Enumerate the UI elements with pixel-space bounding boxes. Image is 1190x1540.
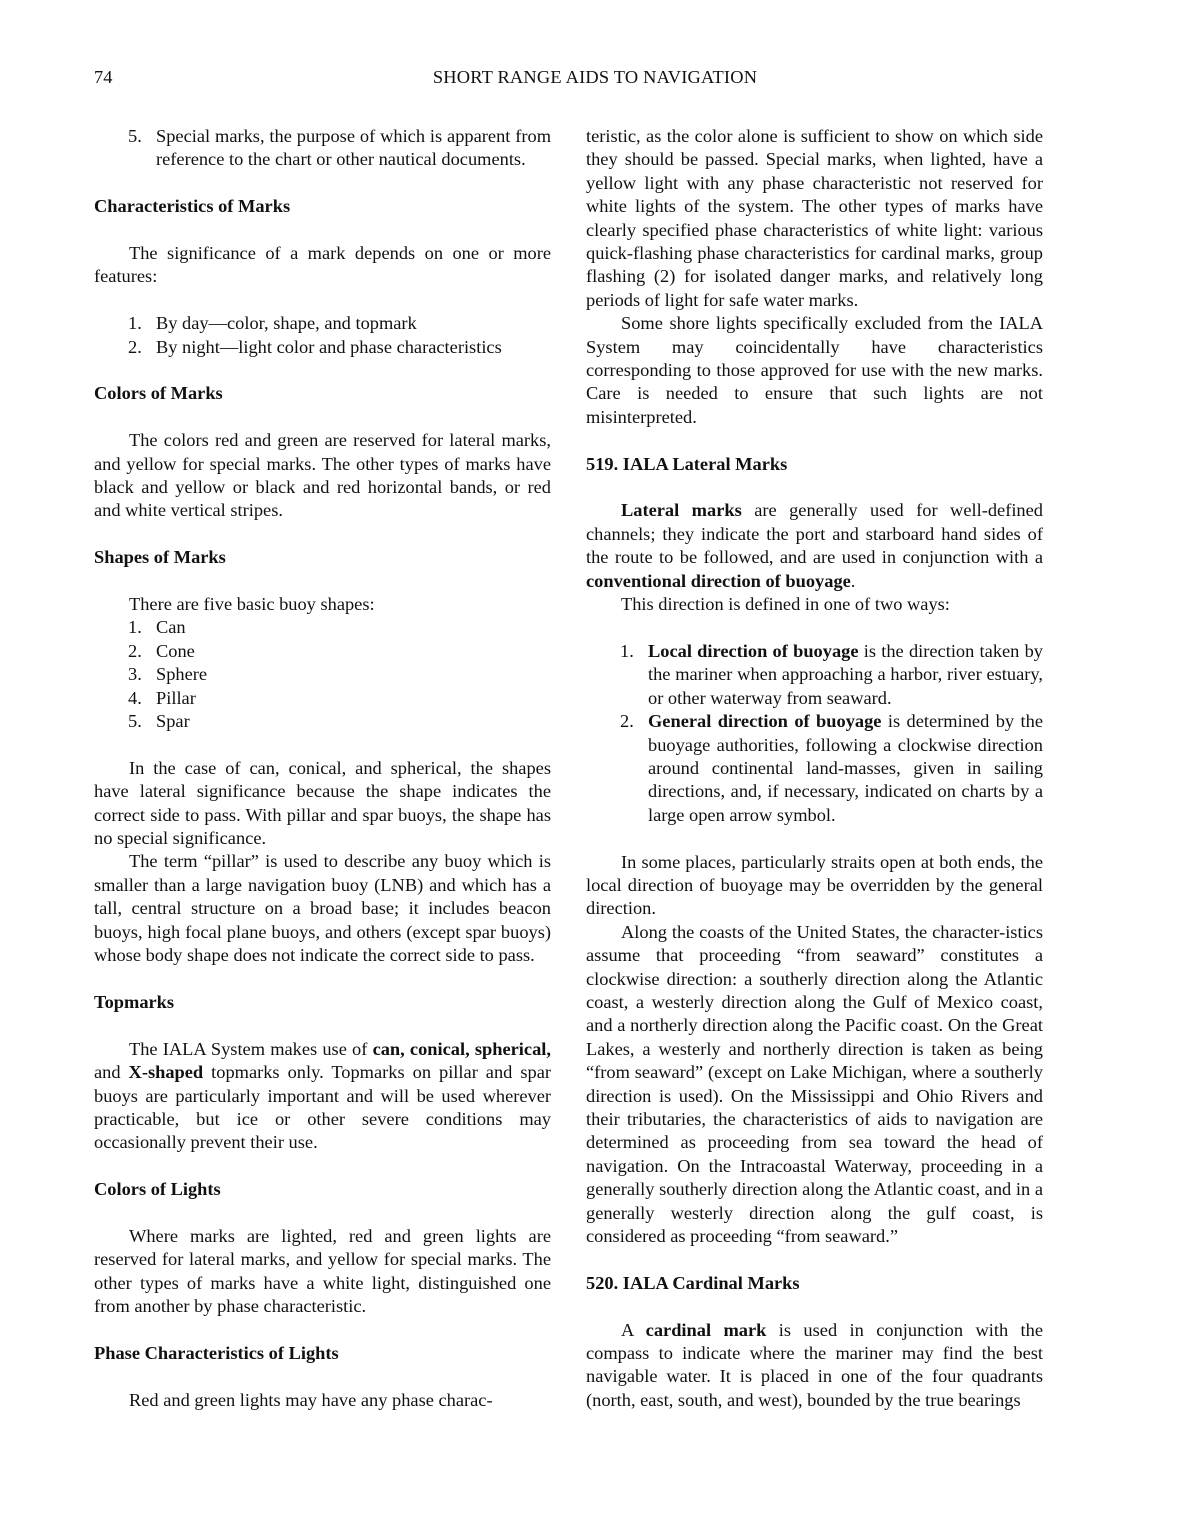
- paragraph: This direction is defined in one of two ways:: [621, 594, 950, 615]
- heading-characteristics-of-marks: Characteristics of Marks: [94, 196, 291, 217]
- paragraph-lateral-marks: Lateral marks are generally used for well-defined channels; they indicate the port and starboard hand sides of the route to be followed, and are used in conjunction with a conventional direction of buoyage.: [586, 500, 1043, 591]
- heading-iala-cardinal-marks: 520. IALA Cardinal Marks: [586, 1272, 800, 1293]
- left-column: [94, 125, 551, 1412]
- heading-topmarks: Topmarks: [94, 991, 175, 1012]
- paragraph: In the case of can, conical, and spherical, the shapes have lateral significance because the shape indicates the correct side to pass. With pillar and spar buoys, the shape has no special significance.: [94, 757, 551, 849]
- paragraph: The colors red and green are reserved for lateral marks, and yellow for special marks. The other types of marks have black and yellow or black and red horizontal bands, or red and white vertical stripes.: [94, 430, 551, 521]
- features-list: [94, 312, 551, 359]
- heading-phase-characteristics: Phase Characteristics of Lights: [94, 1342, 339, 1363]
- paragraph: There are five basic buoy shapes:: [129, 594, 375, 615]
- right-column: [586, 125, 1043, 1412]
- page-number: 74: [94, 67, 113, 87]
- list-item: 2. General direction of buoyage is determined by the buoyage authorities, following a clockwise direction around continental land-masses, given in sailing directions, and, if necessary, indicated on charts by a large open arrow symbol.: [620, 711, 1043, 825]
- heading-colors-of-marks: Colors of Marks: [94, 383, 223, 404]
- paragraph: The significance of a mark depends on one or more features:: [94, 243, 551, 287]
- list-item: 4. Pillar: [128, 687, 196, 708]
- shapes-list: [94, 616, 551, 733]
- paragraph: Red and green lights may have any phase charac-: [129, 1389, 493, 1410]
- paragraph: Some shore lights specifically excluded from the IALA System may coincidentally have characteristics corresponding to those approved for use with the new marks. Care is needed to ensure that such lights are not misinterpreted.: [586, 313, 1043, 427]
- list-item: 1. Can: [128, 617, 186, 638]
- heading-colors-of-lights: Colors of Lights: [94, 1179, 221, 1200]
- paragraph: In some places, particularly straits open at both ends, the local direction of buoyage may be overridden by the general direction.: [586, 851, 1043, 919]
- heading-iala-lateral-marks: 519. IALA Lateral Marks: [586, 453, 788, 474]
- list-item: 1. By day—color, shape, and topmark: [128, 313, 417, 334]
- list-item: 3. Sphere: [128, 664, 208, 685]
- paragraph: The term “pillar” is used to describe any buoy which is smaller than a large navigation buoy (LNB) and which has a tall, central structure on a broad base; it includes beacon buoys, high focal plane buoys, and others (except spar buoys) whose body shape does not indicate the correct side to pass.: [94, 851, 551, 966]
- paragraph-topmarks: The IALA System makes use of can, conical, spherical, and X-shaped topmarks only. Topmarks on pillar and spar buoys are particularly important and will be used wherever practicable, but ice or other severe conditions may occasionally prevent their use.: [94, 1038, 551, 1153]
- marks-list-continued: [94, 125, 551, 172]
- list-item: 5. Spar: [128, 711, 190, 732]
- paragraph-cardinal-mark: A cardinal mark is used in conjunction with the compass to indicate where the mariner may find the best navigable water. It is placed in one of the four quadrants (north, east, south, and west), bounded by the true bearings: [586, 1319, 1044, 1410]
- list-item: 2. By night—light color and phase characteristics: [128, 336, 502, 357]
- running-head: SHORT RANGE AIDS TO NAVIGATION: [432, 67, 758, 87]
- list-item: 1. Local direction of buoyage is the direction taken by the mariner when approaching a harbor, river estuary, or other waterway from seaward.: [620, 640, 1044, 708]
- paragraph: Along the coasts of the United States, the character-istics assume that proceeding “from seaward” constitutes a clockwise direction: a southerly direction along the Atlantic coast, a westerly direction along the Gulf of Mexico coast, and a northerly direction along the Pacific coast. On the Great Lakes, a westerly and northerly direction is taken as being “from seaward” (except on Lake Michigan, where a southerly direction is used). On the Mississippi and Ohio Rivers and their tributaries, the characteristics of aids to navigation are determined as proceeding from sea toward the head of navigation. On the Intracoastal Waterway, proceeding in a generally southerly direction along the Atlantic coast, and in a generally westerly direction along the gulf coast, is considered as proceeding “from seaward.”: [586, 921, 1043, 1247]
- paragraph: Where marks are lighted, red and green lights are reserved for lateral marks, and yellow for special marks. The other types of marks have a white light, distinguished one from another by phase characteristic.: [94, 1225, 551, 1317]
- heading-shapes-of-marks: Shapes of Marks: [94, 547, 226, 568]
- list-item: 2. Cone: [128, 640, 195, 661]
- list-item: 5. Special marks, the purpose of which is apparent from reference to the chart or other nautical documents.: [128, 126, 551, 170]
- paragraph: teristic, as the color alone is sufficient to show on which side they should be passed. Special marks, when lighted, have a yellow light with any phase characteristic not reserved for white lights of the system. The other types of marks have clearly specified phase characteristics of white light: various quick-flashing phase characteristics for cardinal marks, group flashing (2) for isolated danger marks, and relatively long periods of light for safe water marks.: [586, 126, 1043, 310]
- buoyage-direction-list: [586, 640, 1043, 827]
